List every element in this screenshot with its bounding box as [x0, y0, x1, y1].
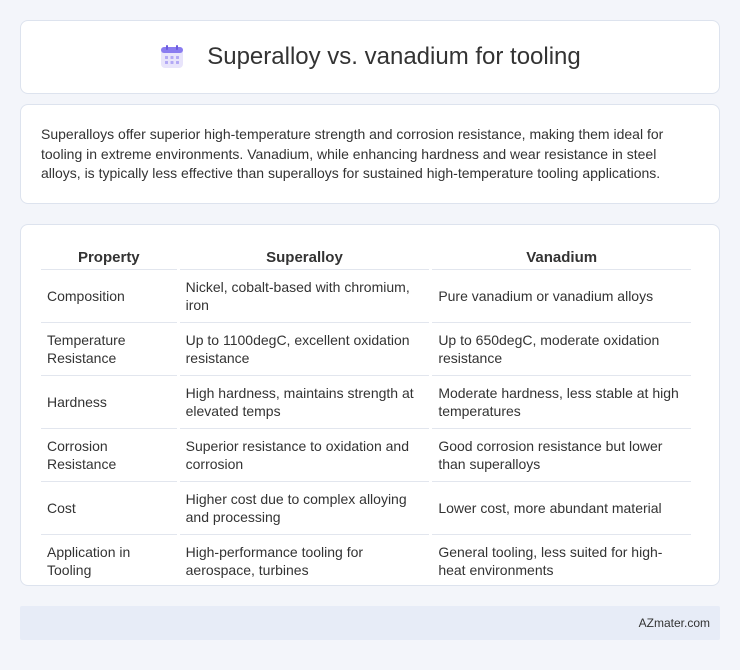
vanadium-cell: Moderate hardness, less stable at high temperatures: [432, 376, 691, 429]
superalloy-cell: Nickel, cobalt-based with chromium, iron: [180, 270, 430, 323]
vanadium-cell: Pure vanadium or vanadium alloys: [432, 270, 691, 323]
property-cell: Cost: [41, 482, 177, 535]
property-cell: Corrosion Resistance: [41, 429, 177, 482]
vanadium-cell: Lower cost, more abundant material: [432, 482, 691, 535]
vanadium-cell: General tooling, less suited for high-heat environments: [438, 544, 663, 578]
footer-brand: AZmater.com: [638, 616, 710, 630]
header-property: Property: [41, 245, 177, 270]
table-row: [41, 376, 691, 429]
vanadium-cell: Up to 650degC, moderate oxidation resistance: [432, 323, 691, 376]
superalloy-cell: High hardness, maintains strength at elevated temps: [180, 376, 430, 429]
vanadium-cell: Good corrosion resistance but lower than superalloys: [432, 429, 691, 482]
table-row: [41, 429, 691, 482]
header-vanadium: Vanadium: [432, 245, 691, 270]
superalloy-cell: Up to 1100degC, excellent oxidation resistance: [180, 323, 430, 376]
summary-text: Superalloys offer superior high-temperature strength and corrosion resistance, making them ideal for tooling in extreme environments. Vanadium, while enhancing hardness and wear resistance in steel alloys, is typically less effective than superalloys for sustained high-temperature tooling applications.: [41, 126, 664, 181]
header-superalloy: Superalloy: [180, 245, 430, 270]
property-cell: Temperature Resistance: [41, 323, 177, 376]
property-cell: Application in Tooling: [47, 544, 131, 578]
table-row: [41, 323, 691, 376]
calendar-icon: [159, 44, 185, 70]
property-cell: Composition: [41, 270, 177, 323]
summary-card: [20, 104, 720, 204]
superalloy-cell: High-performance tooling for aerospace, turbines: [185, 544, 364, 578]
table-header-row: [41, 245, 691, 270]
title-card: [20, 20, 720, 94]
comparison-table: [38, 245, 694, 587]
comparison-card: [20, 224, 720, 586]
footer: [20, 606, 720, 640]
property-cell: Hardness: [41, 376, 177, 429]
superalloy-cell: Higher cost due to complex alloying and processing: [180, 482, 430, 535]
superalloy-cell: Superior resistance to oxidation and corrosion: [180, 429, 430, 482]
table-row: [41, 482, 691, 535]
table-row: [41, 535, 691, 587]
page-title: Superalloy vs. vanadium for tooling: [207, 43, 581, 70]
table-row: [41, 270, 691, 323]
